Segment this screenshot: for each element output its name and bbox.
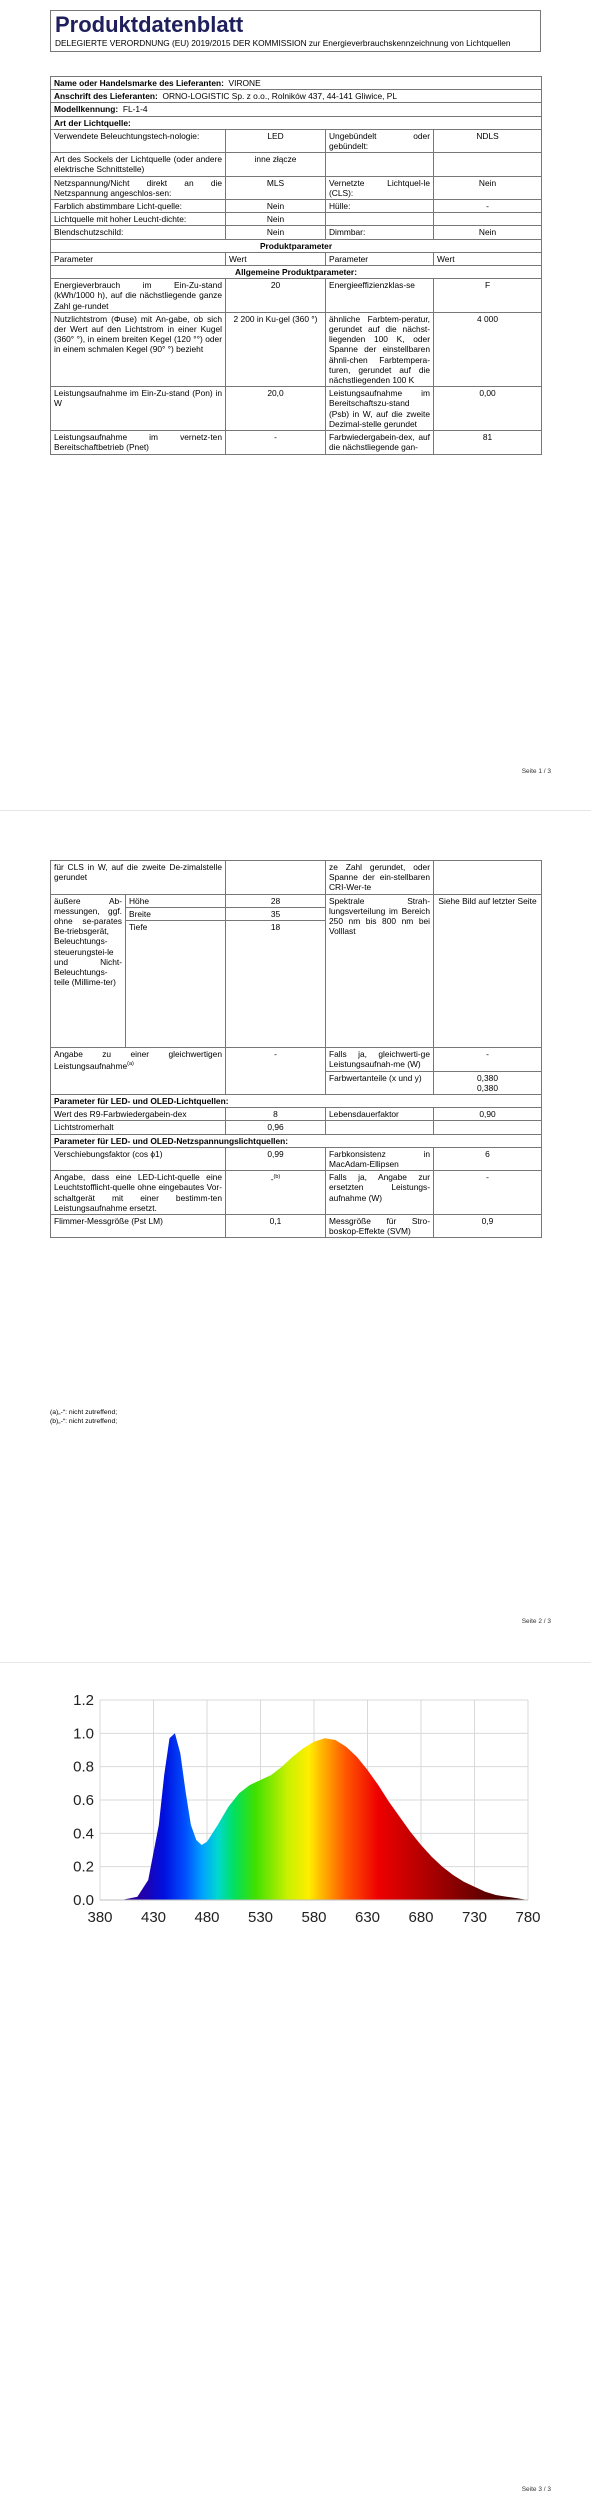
empty-cell [326,213,434,226]
anti-glare-value: Nein [226,226,326,239]
r9-label: Wert des R9-Farbwiedergabein-dex [51,1108,226,1121]
directional-value: NDLS [434,129,542,152]
y-tick-label: 0.6 [73,1792,94,1809]
page-1 [0,0,591,784]
stroboscopic-label: Messgröße für Stro-boskop-Effekte (SVM) [326,1215,434,1238]
color-tunable-label: Farblich abstimmbare Licht-quelle: [51,200,226,213]
lumen-maintenance-label: Lichtstromerhalt [51,1121,226,1134]
empty-cell [126,933,226,1048]
empty-cell [434,861,542,895]
power-factor-label: Verschiebungsfaktor (cos ϕ1) [51,1147,226,1170]
table-row [51,226,542,239]
table-row [51,153,542,176]
anti-glare-label: Blendschutzschild: [51,226,226,239]
mains-value: MLS [226,176,326,199]
on-mode-power-value: 20,0 [226,387,326,431]
footnote-marker-b: (b) [273,1174,281,1181]
x-tick-label: 780 [515,1909,541,1926]
x-tick-label: 580 [301,1909,327,1926]
energy-class-label: Energieeffizienzklas-se [326,279,434,313]
cri-label-continued: ze Zahl gerundet, oder Spanne der ein-stellbaren CRI-Wer-te [326,861,434,895]
y-tick-label: 1.0 [73,1725,94,1743]
table-row [51,1108,542,1121]
x-tick-label: 630 [354,1909,381,1926]
chromaticity-x-value: 0,380 [477,1072,498,1083]
dimension-width-label: Breite [126,907,226,920]
networked-standby-label: Leistungsaufnahme im vernetz-ten Bereitschaftbetrieb (Pnet) [51,431,226,454]
envelope-label: Hülle: [326,200,434,213]
empty-cell [326,153,434,176]
directional-label: Ungebündelt oder gebündelt: [326,129,434,152]
networked-standby-value: - [226,431,326,454]
color-temperature-value: 4 000 [434,312,542,386]
page-number: Seite 1 / 3 [521,768,551,775]
table-row [51,129,542,152]
empty-cell [434,1121,542,1134]
page-separator [0,1662,591,1663]
networked-standby-label-continued: für CLS in W, auf die zweite De-zimalstelle gerundet [51,861,226,895]
replacement-claim-label: Angabe, dass eine LED-Licht-quelle eine Leuchtstofflicht-quelle ohne eingebautes Vor-schaltgerät mit einer bestimm-ten Leistungsaufnahme ersetzt. [51,1171,226,1215]
dimmable-value: Nein [434,226,542,239]
empty-cell [434,153,542,176]
x-tick-label: 380 [87,1909,113,1926]
column-header-parameter: Parameter [326,252,434,265]
supplier-address-label: Anschrift des Lieferanten: [54,91,158,102]
empty-cell [434,213,542,226]
footnote-b: (b)„-“: nicht zutreffend; [50,1418,118,1425]
column-header-value: Wert [226,252,326,265]
general-params-heading: Allgemeine Produktparameter: [51,266,542,279]
table-row [51,1147,542,1170]
y-tick-label: 0.8 [73,1758,94,1776]
standby-power-label: Leistungsaufnahme im Bereitschaftszu-stand (Psb) in W, auf die zweite Dezimal-stelle gerundet [326,387,434,431]
flicker-value: 0,1 [226,1215,326,1238]
energy-consumption-label: Energieverbrauch im Ein-Zu-stand (kWh/1000 h), auf die nächstliegende ganze Zahl ge-rundet [51,279,226,313]
supplier-address-value: ORNO-LOGISTIC Sp. z o.o., Rolników 437, 44-141 Gliwice, PL [162,91,398,102]
envelope-value: - [434,200,542,213]
spectral-distribution-label: Spektrale Strah-lungsverteilung im Bereich 250 nm bis 800 nm bei Volllast [326,894,434,1048]
dimension-width-value: 35 [226,907,326,920]
luminous-flux-value: 2 200 in Ku-gel (360 °) [226,312,326,386]
general-params-heading-row [51,266,542,279]
connected-value: Nein [434,176,542,199]
dimension-depth-value: 18 [226,921,326,934]
x-tick-label: 530 [247,1909,274,1926]
supplier-name-cell [51,77,542,90]
y-tick-label: 0.0 [73,1892,94,1909]
page-number: Seite 2 / 3 [521,1618,551,1625]
y-tick-label: 1.2 [73,1692,94,1709]
r9-value: 8 [226,1108,326,1121]
x-tick-label: 730 [461,1909,488,1926]
equivalent-power-cell [51,1048,226,1095]
dimension-depth-label: Tiefe [126,921,226,934]
page-number: Seite 3 / 3 [521,2486,551,2493]
x-tick-label: 430 [140,1909,167,1926]
mains-params-heading-row [51,1134,542,1147]
flicker-label: Flimmer-Messgröße (Pst LM) [51,1215,226,1238]
chromaticity-y-value: 0,380 [477,1082,498,1093]
high-luminance-value: Nein [226,213,326,226]
table-row [51,1121,542,1134]
technology-label: Verwendete Beleuchtungstech-nologie: [51,129,226,152]
color-temperature-label: ähnliche Farbtem-peratur, gerundet auf die nächst-liegenden 100 K, oder Spanne der einstellbaren ähnli-chen Farbtempera-turen, gerundet auf die nächstliegenden 100 K [326,312,434,386]
table-row [51,312,542,386]
led-params-heading-row [51,1095,542,1108]
empty-cell [226,861,326,895]
table-row [51,1215,542,1238]
table-row [51,894,542,907]
x-tick-label: 480 [194,1909,220,1926]
supplier-name-row [51,77,542,90]
y-tick-label: 0.4 [73,1825,94,1843]
replacement-claim-cell [226,1171,326,1215]
equivalent-power-label: Angabe zu einer gleichwertigen Leistungsaufnahme [54,1049,222,1072]
high-luminance-label: Lichtquelle mit hoher Leucht-dichte: [51,213,226,226]
luminous-flux-label: Nutzlichtstrom (Φuse) mit An-gabe, ob sich der Wert auf den Lichtstrom in einer Kugel (360° °), in einem breiten Kegel (120 °°) oder in einem schmalen Kegel (90° °) bezieht [51,312,226,386]
spectral-distribution-value: Siehe Bild auf letzter Seite [434,894,542,1048]
cri-label: Farbwiedergabein-dex, auf die nächstliegende gan- [326,431,434,454]
supplier-name-value: VIRONE [228,78,261,88]
dimmable-label: Dimmbar: [326,226,434,239]
table-row [51,200,542,213]
document-header [50,10,541,52]
footnote-marker-a: (a) [127,1061,134,1068]
equivalent-power-watts-value: - [434,1048,542,1071]
replacement-power-label: Falls ja, Angabe zur ersetzten Leistungs-aufnahme (W) [326,1171,434,1215]
table-row [51,279,542,313]
color-tunable-value: Nein [226,200,326,213]
empty-cell [326,1121,434,1134]
mains-label: Netzspannung/Nicht direkt an die Netzspannung angeschlos-sen: [51,176,226,199]
column-header-value: Wert [434,252,542,265]
standby-power-value: 0,00 [434,387,542,431]
y-tick-label: 0.2 [73,1858,94,1876]
product-datasheet-table [50,76,542,455]
footnotes [50,1408,117,1426]
x-tick-label: 680 [408,1909,434,1926]
table-row [51,387,542,431]
energy-class-value: F [434,279,542,313]
regulation-subtitle: DELEGIERTE VERORDNUNG (EU) 2019/2015 DER KOMMISSION zur Energieverbrauchskennzeichnung von Lichtquellen [55,38,511,48]
lumen-maintenance-value: 0,96 [226,1121,326,1134]
page-title: Produktdatenblatt [55,12,244,37]
mains-params-heading: Parameter für LED- und OLED-Netzspannungslichtquellen: [51,1134,542,1147]
empty-cell [226,933,326,1048]
product-params-heading-row [51,239,542,252]
light-source-type-heading-row [51,116,542,129]
chromaticity-value [434,1071,542,1094]
page-2 [0,836,591,1634]
equivalent-power-value: - [226,1048,326,1095]
replacement-claim-value: - [270,1174,274,1185]
spectral-distribution-chart [58,1690,541,1930]
stroboscopic-value: 0,9 [434,1215,542,1238]
table-row [51,1048,542,1071]
table-row [51,176,542,199]
macadam-value: 6 [434,1147,542,1170]
cri-value: 81 [434,431,542,454]
table-row [51,213,542,226]
replacement-power-value: - [434,1171,542,1215]
led-params-heading: Parameter für LED- und OLED-Lichtquellen: [51,1095,542,1108]
power-factor-value: 0,99 [226,1147,326,1170]
equivalent-power-watts-label: Falls ja, gleichwerti-ge Leistungsaufnah-me (W) [326,1048,434,1071]
table-row [51,1171,542,1215]
dimension-height-value: 28 [226,894,326,907]
chromaticity-label: Farbwertanteile (x und y) [326,1071,434,1094]
cap-type-label: Art des Sockels der Lichtquelle (oder andere elektrische Schnittstelle) [51,153,226,176]
page-separator [0,810,591,811]
on-mode-power-label: Leistungsaufnahme im Ein-Zu-stand (Pon) in W [51,387,226,431]
connected-label: Vernetzte Lichtquel-le (CLS): [326,176,434,199]
footnote-a: (a)„-“: nicht zutreffend; [50,1409,118,1416]
technology-value: LED [226,129,326,152]
survival-factor-value: 0,90 [434,1108,542,1121]
dimension-height-label: Höhe [126,894,226,907]
macadam-label: Farbkonsistenz in MacAdam-Ellipsen [326,1147,434,1170]
model-cell [51,103,542,116]
supplier-address-cell [51,90,542,103]
table-row [51,861,542,895]
model-label: Modellkennung: [54,104,119,115]
column-header-parameter: Parameter [51,252,226,265]
energy-consumption-value: 20 [226,279,326,313]
product-params-heading: Produktparameter [51,239,542,252]
dimensions-label: äußere Ab-messungen, ggf. ohne se-parates Be-triebsgerät, Beleuchtungs-steuerungstei-le und Nicht-Beleuchtungs-teile (Millime-ter) [51,894,126,1048]
model-row [51,103,542,116]
supplier-name-label: Name oder Handelsmarke des Lieferanten: [54,78,224,88]
survival-factor-label: Lebensdauerfaktor [326,1108,434,1121]
supplier-address-row [51,90,542,103]
column-header-row [51,252,542,265]
product-datasheet-table-continued [50,860,542,1238]
model-value: FL-1-4 [122,104,148,115]
light-source-type-heading: Art der Lichtquelle: [51,116,542,129]
table-row [51,431,542,454]
cap-type-value: inne złącze [226,153,326,176]
